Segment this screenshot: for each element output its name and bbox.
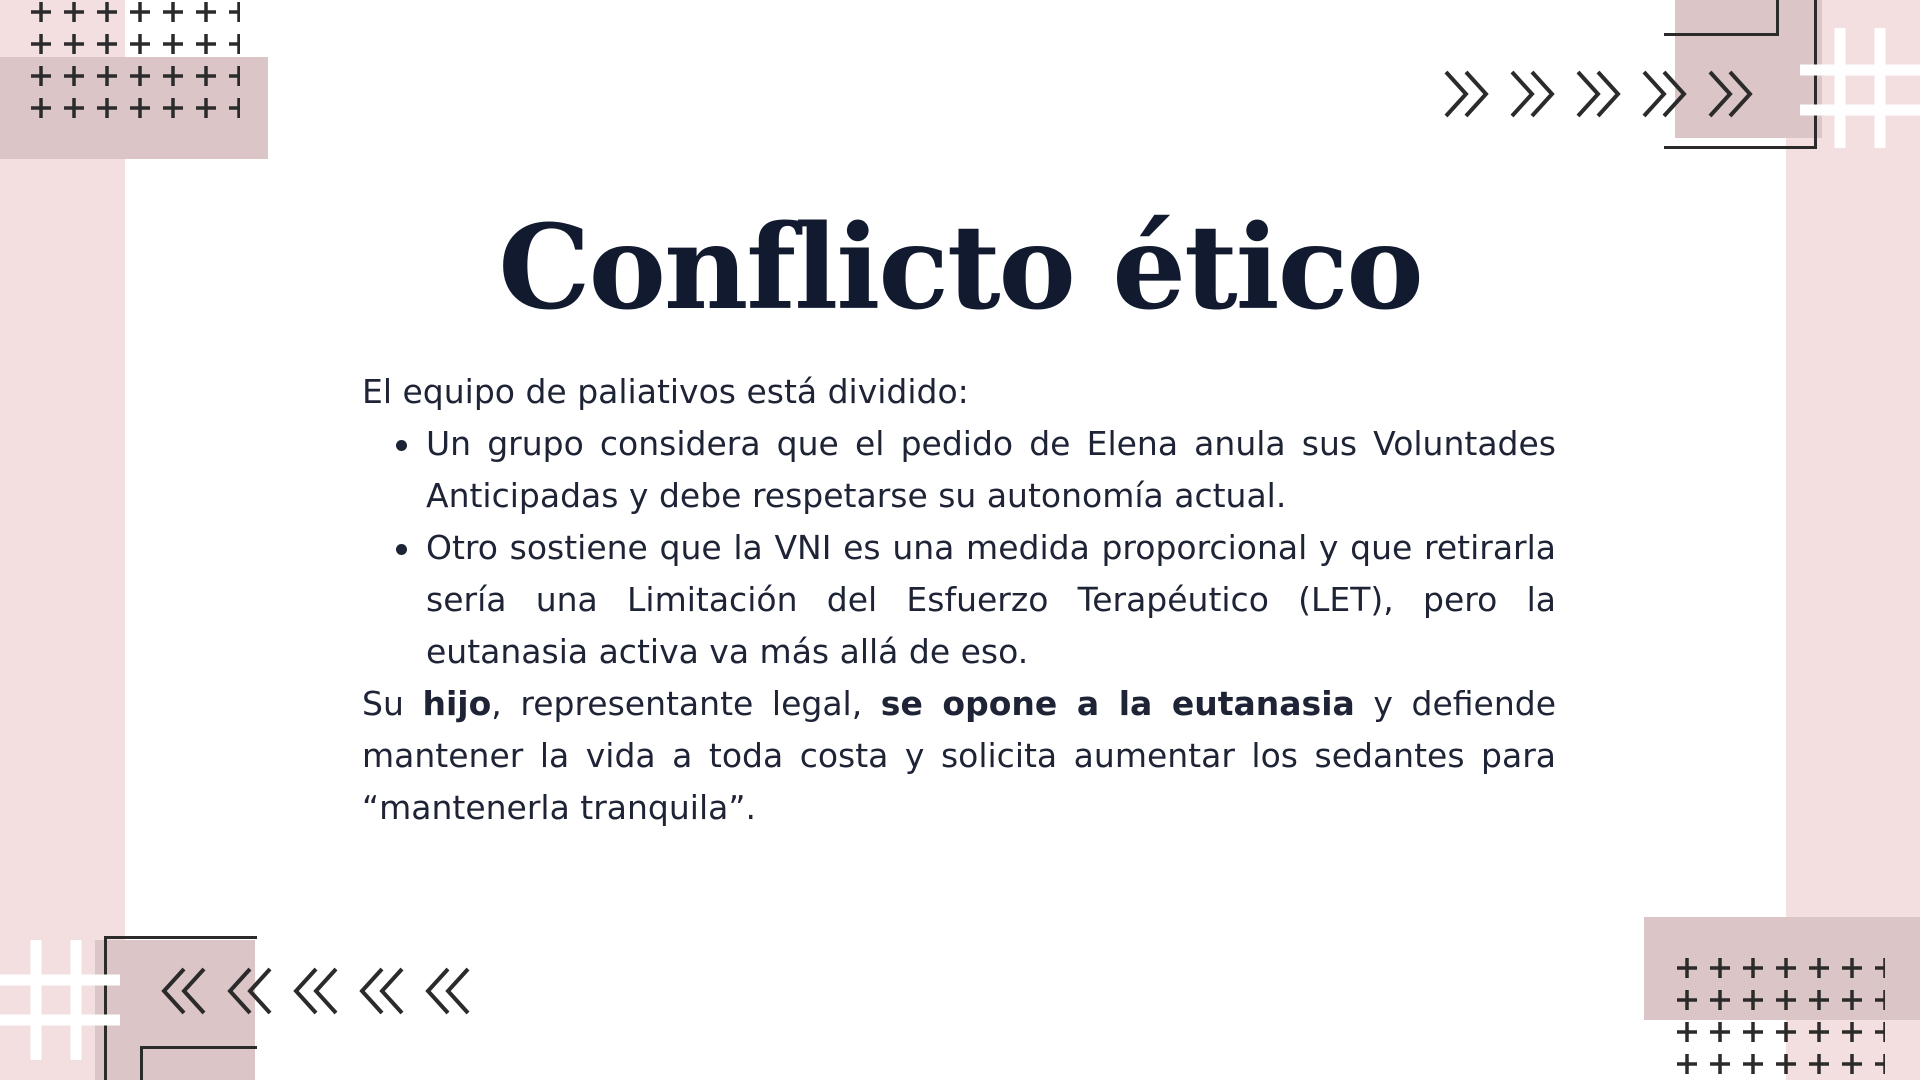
plus-mark bbox=[1809, 1022, 1829, 1042]
plus-mark bbox=[1842, 958, 1862, 978]
plus-mark bbox=[97, 98, 117, 118]
chevron-left-icon bbox=[230, 969, 250, 1013]
plus-mark bbox=[1809, 990, 1829, 1010]
plus-mark bbox=[229, 2, 240, 22]
plus-mark bbox=[31, 66, 51, 86]
plus-mark bbox=[1710, 1054, 1730, 1074]
plus-mark bbox=[163, 98, 183, 118]
plus-grid-icon bbox=[1675, 953, 1885, 1080]
chevron-left-icon bbox=[250, 969, 270, 1013]
plus-mark bbox=[97, 34, 117, 54]
chevron-right-icon bbox=[1466, 72, 1486, 116]
plus-mark bbox=[1743, 990, 1763, 1010]
plus-mark bbox=[1677, 990, 1697, 1010]
plus-mark bbox=[1776, 958, 1796, 978]
chevron-right-icon bbox=[1578, 72, 1598, 116]
plus-mark bbox=[1842, 990, 1862, 1010]
plus-mark bbox=[31, 98, 51, 118]
plus-mark bbox=[97, 66, 117, 86]
plus-mark bbox=[1710, 1022, 1730, 1042]
closing-bold-hijo: hijo bbox=[422, 684, 492, 723]
plus-mark bbox=[1875, 958, 1885, 978]
plus-mark bbox=[31, 2, 51, 22]
closing-text-part: y defiende mantener la vida a toda costa y solicita aumentar los sedantes para “mantenerla tranquila”. bbox=[362, 684, 1556, 827]
intro-text: El equipo de paliativos está dividido: bbox=[362, 372, 969, 411]
plus-mark bbox=[1776, 990, 1796, 1010]
plus-mark bbox=[1842, 1054, 1862, 1074]
plus-mark bbox=[1809, 958, 1829, 978]
closing-text-part: , representante legal, bbox=[491, 684, 881, 723]
chevron-right-icon bbox=[1446, 72, 1466, 116]
double-chevron-right-icon bbox=[1440, 68, 1770, 122]
plus-mark bbox=[130, 66, 150, 86]
chevron-left-icon bbox=[382, 969, 402, 1013]
top-right-frame-inner bbox=[1664, 0, 1779, 36]
chevron-right-icon bbox=[1532, 72, 1552, 116]
plus-mark bbox=[1710, 958, 1730, 978]
double-chevron-left-icon bbox=[158, 965, 488, 1019]
chevron-left-icon bbox=[296, 969, 316, 1013]
bullet-list bbox=[362, 418, 1556, 678]
closing-text bbox=[362, 678, 1556, 834]
plus-mark bbox=[130, 98, 150, 118]
chevron-left-icon bbox=[164, 969, 184, 1013]
hash-icon bbox=[0, 940, 120, 1060]
plus-mark bbox=[196, 2, 216, 22]
closing-bold-opposition: se opone a la eutanasia bbox=[880, 684, 1355, 723]
chevron-left-icon bbox=[448, 969, 468, 1013]
closing-text-part: Su bbox=[362, 684, 423, 723]
slide-title: Conflicto ético bbox=[498, 200, 1422, 336]
chevron-right-icon bbox=[1730, 72, 1750, 116]
chevron-left-icon bbox=[316, 969, 336, 1013]
plus-mark bbox=[130, 2, 150, 22]
chevron-right-icon bbox=[1664, 72, 1684, 116]
plus-mark bbox=[1809, 1054, 1829, 1074]
plus-mark bbox=[1677, 1054, 1697, 1074]
bottom-left-frame-inner bbox=[140, 1046, 257, 1080]
plus-mark bbox=[1875, 990, 1885, 1010]
bullet-item: Un grupo considera que el pedido de Elena anula sus Voluntades Anticipadas y debe respetarse su autonomía actual. bbox=[426, 418, 1556, 522]
chevron-left-icon bbox=[184, 969, 204, 1013]
plus-mark bbox=[31, 34, 51, 54]
plus-mark bbox=[229, 98, 240, 118]
plus-mark bbox=[1875, 1022, 1885, 1042]
plus-mark bbox=[64, 66, 84, 86]
plus-mark bbox=[1842, 1022, 1862, 1042]
plus-mark bbox=[1743, 1022, 1763, 1042]
hash-icon bbox=[1800, 28, 1920, 148]
plus-mark bbox=[1776, 1054, 1796, 1074]
plus-mark bbox=[1677, 958, 1697, 978]
left-band bbox=[0, 0, 125, 1080]
plus-mark bbox=[1776, 1022, 1796, 1042]
plus-mark bbox=[130, 34, 150, 54]
chevron-right-icon bbox=[1644, 72, 1664, 116]
plus-mark bbox=[163, 66, 183, 86]
bullet-item: Otro sostiene que la VNI es una medida proporcional y que retirarla sería una Limitación del Esfuerzo Terapéutico (LET), pero la eutanasia activa va más allá de eso. bbox=[426, 522, 1556, 678]
plus-mark bbox=[97, 2, 117, 22]
plus-mark bbox=[163, 34, 183, 54]
plus-mark bbox=[64, 2, 84, 22]
chevron-left-icon bbox=[428, 969, 448, 1013]
plus-mark bbox=[1710, 990, 1730, 1010]
chevron-right-icon bbox=[1598, 72, 1618, 116]
chevron-right-icon bbox=[1512, 72, 1532, 116]
plus-mark bbox=[163, 2, 183, 22]
plus-mark bbox=[196, 66, 216, 86]
chevron-right-icon bbox=[1710, 72, 1730, 116]
plus-mark bbox=[229, 66, 240, 86]
plus-mark bbox=[1677, 1022, 1697, 1042]
plus-mark bbox=[229, 34, 240, 54]
plus-mark bbox=[64, 98, 84, 118]
plus-mark bbox=[196, 98, 216, 118]
plus-grid-icon bbox=[30, 0, 240, 124]
plus-mark bbox=[196, 34, 216, 54]
plus-mark bbox=[1743, 1054, 1763, 1074]
plus-mark bbox=[64, 34, 84, 54]
plus-mark bbox=[1743, 958, 1763, 978]
chevron-left-icon bbox=[362, 969, 382, 1013]
plus-mark bbox=[1875, 1054, 1885, 1074]
slide-body bbox=[362, 366, 1556, 834]
